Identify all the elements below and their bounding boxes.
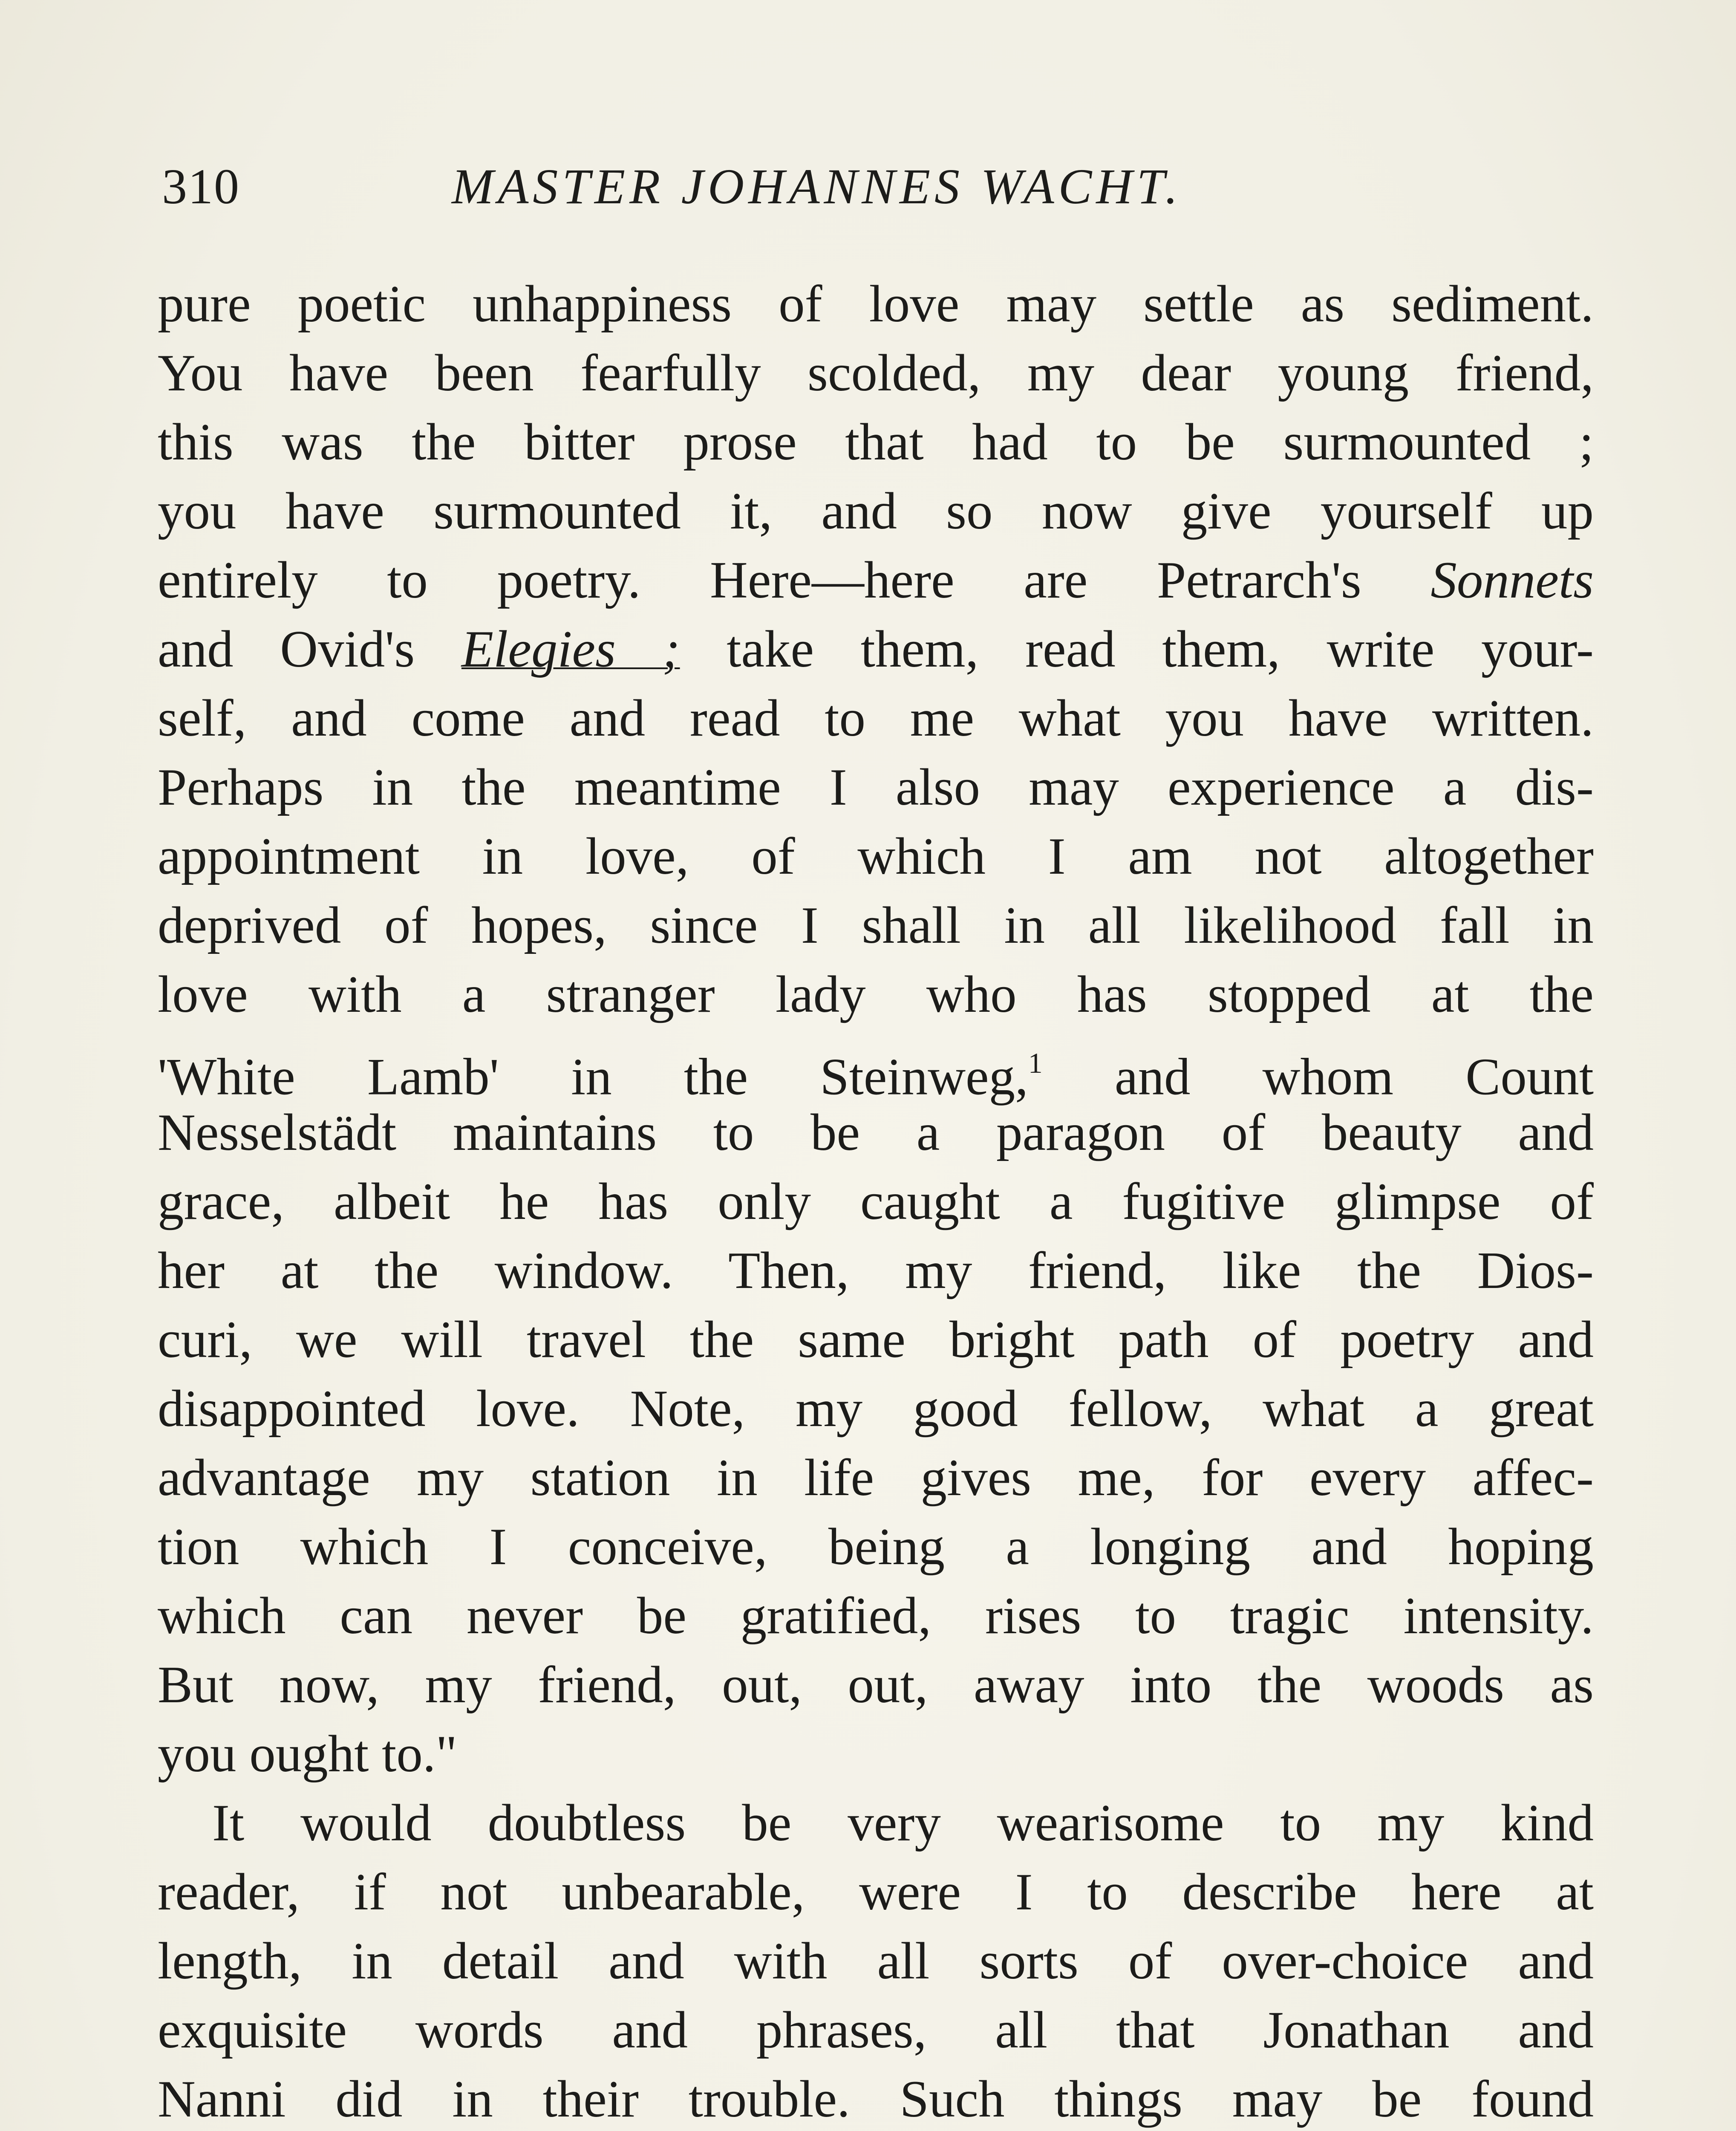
text-line: appointment in love, of which I am not altogether [158,827,1594,885]
text-line: which can never be gratified, rises to tragic intensity. [158,1586,1594,1645]
text-line: But now, my friend, out, out, away into the woods as [158,1655,1594,1714]
text-line: length, in detail and with all sorts of over-choice and [158,1932,1594,1990]
text-fragment: 'White Lamb' in the Steinweg, [158,1047,1028,1106]
text-line: reader, if not unbearable, were I to describe here at [158,1862,1594,1921]
text-line [158,546,1594,615]
text-line: It would doubtless be very wearisome to my kind [212,1793,1594,1852]
running-head [162,158,1594,222]
text-line: tion which I conceive, being a longing and hoping [158,1517,1594,1576]
text-line: Perhaps in the meantime I also may experience a dis- [158,758,1594,816]
text-fragment: take them, read them, write your- [680,620,1594,678]
text-line: her at the window. Then, my friend, like the Dios- [158,1241,1594,1299]
text-line: disappointed love. Note, my good fellow, what a great [158,1379,1594,1438]
text-line: grace, albeit he has only caught a fugitive glimpse of [158,1172,1594,1230]
footnote-marker: 1 [1028,1047,1043,1079]
text-fragment: entirely to poetry. Here—here are Petrarch's [158,551,1431,609]
text-fragment: and whom Count [1042,1047,1594,1106]
text-line [158,1029,1594,1106]
text-line: self, and come and read to me what you have written. [158,689,1594,747]
italic-title-sonnets: Sonnets [1430,551,1594,609]
text-line: Nesselstädt maintains to be a paragon of beauty and [158,1103,1594,1161]
text-line: curi, we will travel the same bright path of poetry and [158,1310,1594,1369]
page-number: 310 [162,159,240,214]
text-line: you ought to." [158,1724,457,1783]
text-line: exquisite words and phrases, all that Jonathan and [158,2001,1594,2059]
text-line: love with a stranger lady who has stopped at the [158,965,1594,1023]
text-line: deprived of hopes, since I shall in all likelihood fall in [158,896,1594,954]
text-line: you have surmounted it, and so now give yourself up [158,482,1594,540]
text-line: You have been fearfully scolded, my dear young friend, [158,344,1594,402]
body-text [158,269,1594,2131]
text-line [158,615,1594,684]
text-fragment: and Ovid's [158,620,461,678]
text-line: pure poetic unhappiness of love may settle as sediment. [158,274,1594,333]
running-title: MASTER JOHANNES WACHT. [452,159,1182,214]
text-line: advantage my station in life gives me, for every affec- [158,1448,1594,1507]
text-line: this was the bitter prose that had to be surmounted ; [158,413,1594,471]
text-line: Nanni did in their trouble. Such things may be found [158,2070,1594,2128]
italic-title-elegies: Elegies ; [461,620,680,678]
